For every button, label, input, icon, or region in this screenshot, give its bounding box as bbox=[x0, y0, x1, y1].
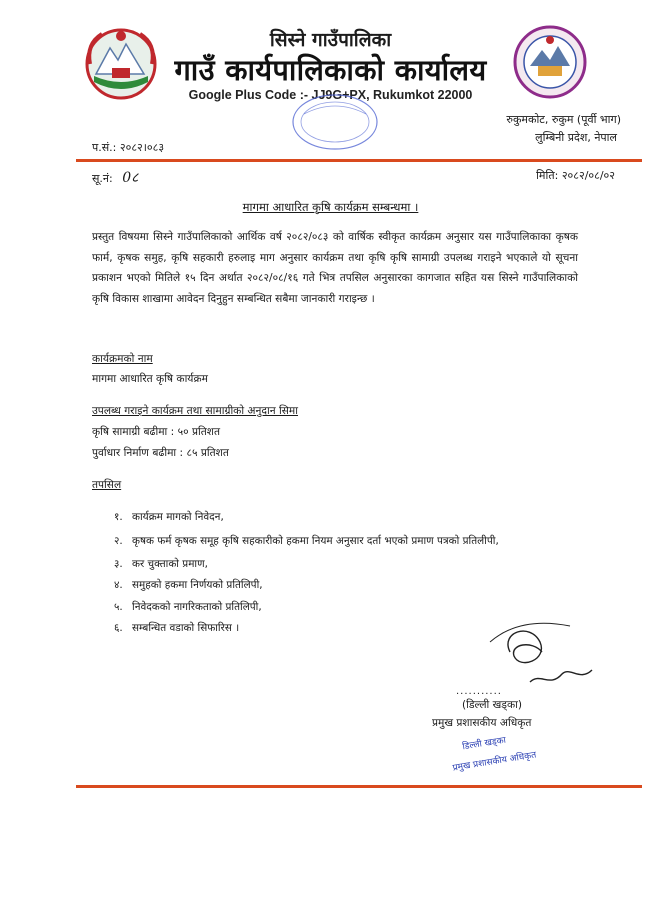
reference-label: सू.नं: bbox=[92, 172, 113, 185]
letter-subject: मागमा आधारित कृषि कार्यक्रम सम्बन्धमा । bbox=[242, 200, 419, 214]
grant-heading: उपलब्ध गराइने कार्यक्रम तथा सामाग्रीको अनुदान सिमा bbox=[92, 405, 299, 417]
office-stamp-icon bbox=[290, 92, 380, 152]
grant-line-1: कृषि सामाग्री बढीमा : ५० प्रतिशत bbox=[92, 426, 221, 438]
signatory-stamp bbox=[452, 728, 572, 778]
list-item: ५. निवेदकको नागरिकताको प्रतिलिपी, bbox=[114, 601, 262, 613]
stamp-line-2: प्रमुख प्रशासकीय अधिकृत bbox=[451, 750, 537, 774]
ps-number: प.सं.: २०८२।०८३ bbox=[92, 141, 165, 154]
list-heading: तपसिल bbox=[92, 479, 122, 491]
letter-body: प्रस्तुत विषयमा सिस्ने गाउँपालिकाको आर्थिक वर्ष २०८२/०८३ को वार्षिक स्वीकृत कार्यक्रम अनुसार यस गाउँपालिकाका कृषक फार्म, कृषक समुह, कृषि सहकारी हरुलाइ माग अनुसार कार्यक्रम तथा कृषि कृषि सामाग्री उपलब्ध गराइने भएकाले यो सूचना प्रकाशन भएको मितिले १५ दिन अर्थात २०८२/०८/१६ गते भित्र तपसिल अनुसारका कागजात सहित यस सिस्ने गाउँपालिकाको कृषि विकास शाखामा आवेदन दिनुहुन सम्बन्धित सबैमा जानकारी गराइन्छ । bbox=[92, 231, 578, 305]
list-item: १. कार्यक्रम मागको निवेदन, bbox=[114, 511, 224, 523]
header-divider bbox=[76, 159, 642, 162]
program-heading: कार्यक्रमको नाम bbox=[92, 353, 153, 365]
list-item: ३. कर चुक्ताको प्रमाण, bbox=[114, 558, 208, 570]
signatory-name: (डिल्ली खड्का) bbox=[462, 699, 522, 711]
signatory-title: प्रमुख प्रशासकीय अधिकृत bbox=[432, 717, 532, 729]
address-line-1: रुकुमकोट, रुकुम (पूर्वी भाग) bbox=[506, 113, 621, 126]
list-item: ६. सम्बन्धित वडाको सिफारिस । bbox=[114, 622, 240, 634]
reference-value: 0८ bbox=[122, 170, 139, 186]
list-item: ४. समुहको हकमा निर्णयको प्रतिलिपी, bbox=[114, 579, 263, 591]
grant-line-2: पुर्वाधार निर्माण बढीमा : ८५ प्रतिशत bbox=[92, 447, 229, 459]
address-line-2: लुम्बिनी प्रदेश, नेपाल bbox=[535, 131, 617, 144]
program-name: मागमा आधारित कृषि कार्यक्रम bbox=[92, 373, 208, 385]
plus-code: Google Plus Code :- JJ9G+PX, Rukumkot 22000 bbox=[188, 88, 473, 102]
list-item: २. कृषक फर्म कृषक समूह कृषि सहकारीको हकमा नियम अनुसार दर्ता भएको प्रमाण पत्रको प्रतिलीपी, bbox=[114, 535, 499, 547]
municipality-name: सिस्ने गाउँपालिका bbox=[269, 29, 392, 51]
office-name: गाउँ कार्यपालिकाको कार्यालय bbox=[174, 53, 487, 87]
signature-dots: ........... bbox=[456, 686, 502, 697]
footer-divider bbox=[76, 785, 642, 788]
reference-number bbox=[92, 168, 138, 187]
letter-date: मिति: २०८२/०८/०२ bbox=[536, 169, 615, 182]
stamp-line-1: डिल्ली खड्का bbox=[461, 735, 507, 753]
